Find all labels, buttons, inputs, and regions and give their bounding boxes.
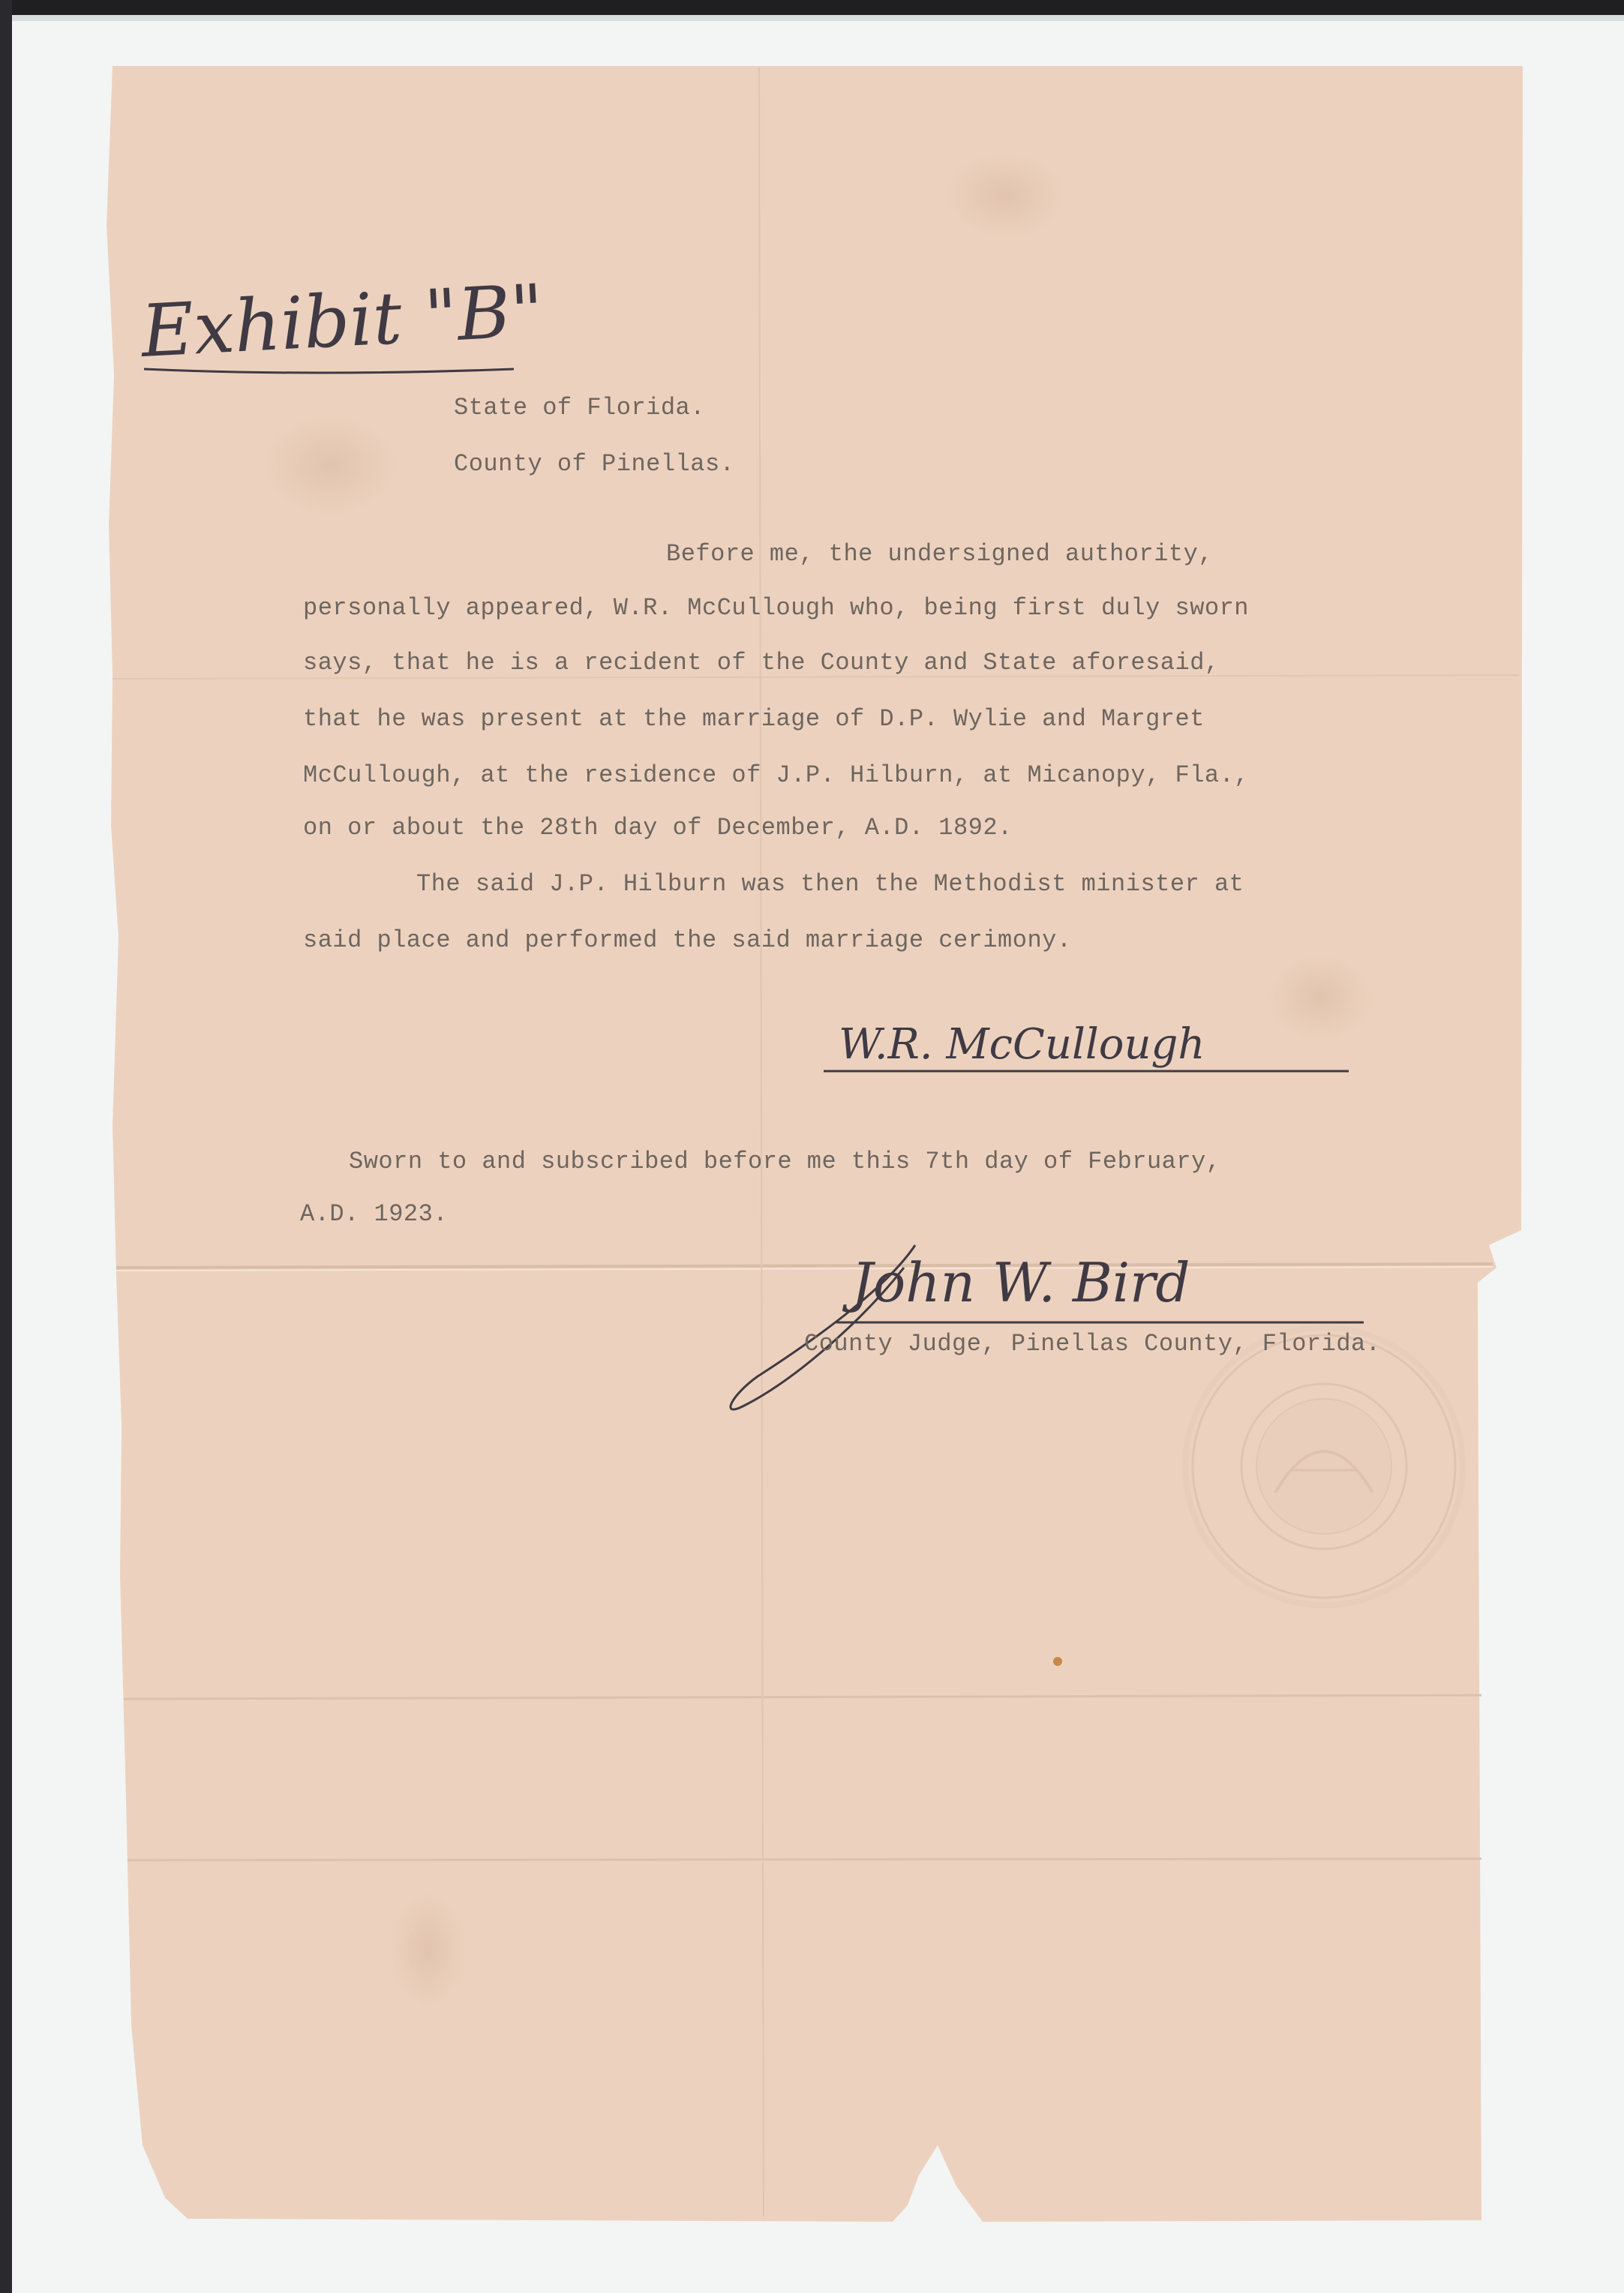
heading-state: State of Florida. [454,394,705,422]
body-line: that he was present at the marriage of D.P. Wylie and Margret [303,705,1205,733]
body-line: personally appeared, W.R. McCullough who, being first duly sworn [303,594,1249,622]
fold-line [128,1859,1481,1860]
body-line: Before me, the undersigned authority, [666,540,1214,568]
paper-body [107,66,1523,2222]
body-line: said place and performed the said marriage cerimony. [303,926,1072,954]
heading-county: County of Pinellas. [454,450,735,478]
judge-title: County Judge, Pinellas County, Florida. [804,1330,1381,1358]
judge-signature: John W. Bird [851,1251,1190,1314]
body-line: McCullough, at the residence of J.P. Hilburn, at Micanopy, Fla., [303,761,1249,789]
body-line: The said J.P. Hilburn was then the Methodist minister at [416,870,1244,898]
affiant-signature: W.R. McCullough [839,1020,1205,1069]
body-line: says, that he is a recident of the County and State aforesaid, [303,649,1220,677]
exhibit-label: Exhibit "B" [139,269,546,374]
jurat-line: Sworn to and subscribed before me this 7th day of February, [349,1148,1221,1175]
jurat-line: A.D. 1923. [300,1200,449,1228]
body-line: on or about the 28th day of December, A.D. 1892. [303,814,1013,842]
